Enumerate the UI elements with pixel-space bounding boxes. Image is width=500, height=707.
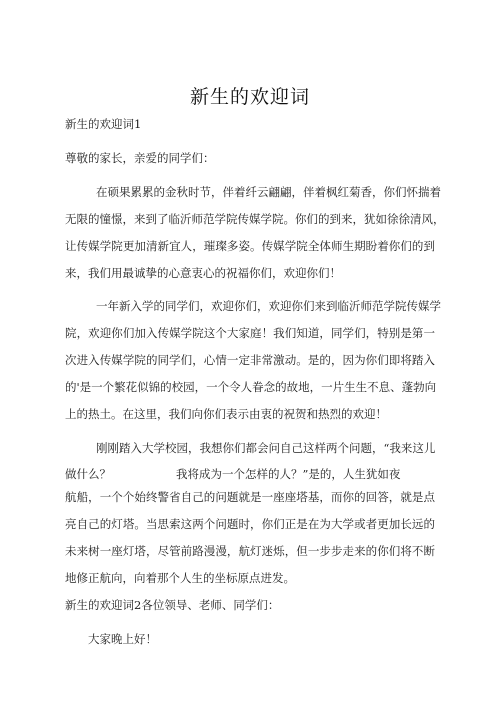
salutation: 尊敬的家长，亲爱的同学们： [65, 151, 215, 165]
paragraph-1-line: 来，我们用最诚挚的心意衷心的祝福你们，欢迎你们！ [65, 266, 341, 280]
section-heading-2: 新生的欢迎词2各位领导、老师、同学们： [65, 598, 280, 612]
paragraph-2-line: 一年新入学的同学们，欢迎你们，欢迎你们来到临沂师范学院传媒学 [96, 299, 441, 313]
paragraph-1-line: 让传媒学院更加清新宜人，璀璨多姿。传媒学院全体师生期盼着你们的到 [65, 239, 435, 253]
paragraph-3-line: 地修正航向，向着那个人生的坐标原点进发。 [65, 571, 295, 585]
greeting: 大家晚上好！ [88, 632, 157, 646]
section-heading-1: 新生的欢迎词1 [65, 117, 142, 131]
paragraph-3-line: 未来树一座灯塔，尽管前路漫漫，航灯迷烁，但一步步走来的你们将不断 [65, 544, 435, 558]
paragraph-3-line: 刚刚踏入大学校园，我想你们都会问自己这样两个问题，“我来这儿 [96, 441, 436, 455]
paragraph-1-line: 在硕果累累的金秋时节，伴着纤云翩翩，伴着枫红菊香，你们怀揣着 [96, 185, 441, 199]
document-title: 新生的欢迎词 [189, 86, 310, 108]
paragraph-2-line: 的'是一个繁花似锦的校园，一个令人眷念的故地，一片生生不息、蓬勃向 [65, 380, 437, 394]
paragraph-3-fragment: 我将成为一个怎样的人？”是的，人生犹如夜 [176, 467, 401, 481]
paragraph-2-line: 院，欢迎你们加入传媒学院这个大家庭！我们知道，同学们，特别是第一 [65, 326, 435, 340]
paragraph-3-line: 亮自己的灯塔。当思索这两个问题时，你们正是在为大学或者更加长远的 [65, 517, 435, 531]
paragraph-3-fragment: 做什么？ [65, 467, 111, 481]
paragraph-1-line: 无限的憧憬，来到了临沂师范学院传媒学院。你们的到来，犹如徐徐清风， [65, 212, 445, 226]
paragraph-2-line: 次进入传媒学院的同学们，心情一定非常激动。是的，因为你们即将踏入 [65, 353, 435, 367]
paragraph-2-line: 上的热土。在这里，我们向你们表示由衷的祝贺和热烈的欢迎！ [65, 407, 387, 421]
paragraph-3-line: 航船，一个个始终警省自己的问题就是一座座塔基，而你的回答，就是点 [65, 490, 435, 504]
